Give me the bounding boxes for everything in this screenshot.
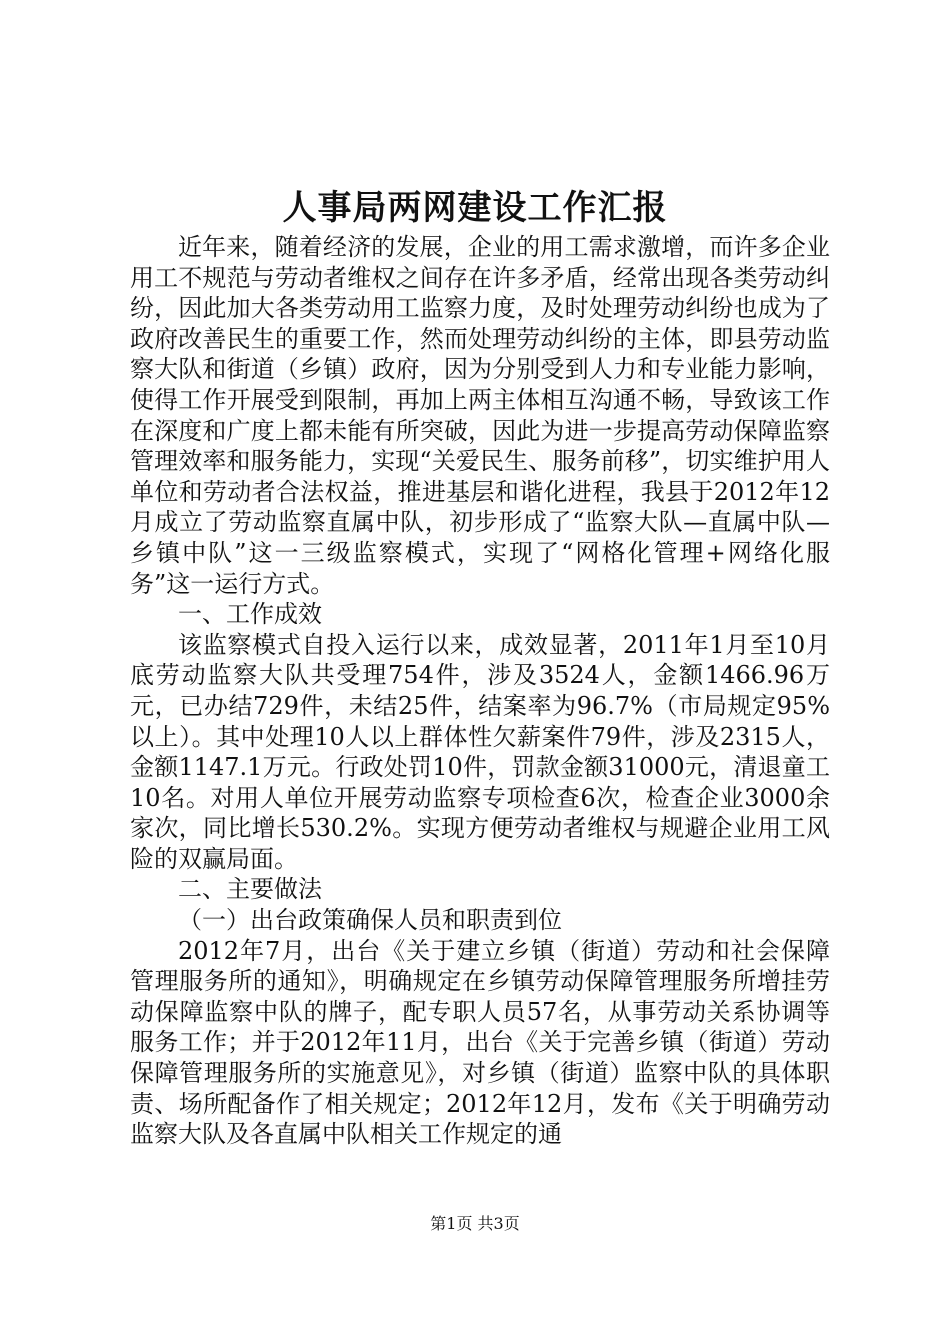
section-heading-results: 一、工作成效 (178, 600, 322, 629)
page-number-footer: 第1页 共3页 (430, 1214, 520, 1233)
section-heading-methods: 二、主要做法 (178, 875, 322, 904)
subsection-heading-policy: （一）出台政策确保人员和职责到位 (178, 906, 562, 935)
document-body (130, 232, 830, 1150)
paragraph-results: 该监察模式自投入运行以来，成效显著，2011年1月至10月底劳动监察大队共受理754件，涉及3524人，金额1466.96万元，已办结729件，未结25件，结案率为96.7%（市局规定95%以上）。其中处理10人以上群体性欠薪案件79件，涉及2315人，金额1147.1万元。行政处罚10件，罚款金额31000元，清退童工10名。对用人单位开展劳动监察专项检查6次，检查企业3000余家次，同比增长530.2%。实现方便劳动者维权与规避企业用工风险的双赢局面。 (130, 630, 830, 873)
paragraph-intro: 近年来，随着经济的发展，企业的用工需求激增，而许多企业用工不规范与劳动者维权之间存在许多矛盾，经常出现各类劳动纠纷，因此加大各类劳动用工监察力度，及时处理劳动纠纷也成为了政府改善民生的重要工作，然而处理劳动纠纷的主体，即县劳动监察大队和街道（乡镇）政府，因为分别受到人力和专业能力影响，使得工作开展受到限制，再加上两主体相互沟通不畅，导致该工作在深度和广度上都未能有所突破，因此为进一步提高劳动保障监察管理效率和服务能力，实现“关爱民生、服务前移”，切实维护用人单位和劳动者合法权益，推进基层和谐化进程，我县于2012年12月成立了劳动监察直属中队，初步形成了“监察大队—直属中队—乡镇中队”这一三级监察模式，实现了“网格化管理+网络化服务”这一运行方式。 (130, 233, 830, 598)
document-title: 人事局两网建设工作汇报 (282, 188, 668, 228)
paragraph-policy: 2012年7月，出台《关于建立乡镇（街道）劳动和社会保障管理服务所的通知》，明确规定在乡镇劳动保障管理服务所增挂劳动保障监察中队的牌子，配专职人员57名，从事劳动关系协调等服务工作；并于2012年11月，出台《关于完善乡镇（街道）劳动保障管理服务所的实施意见》，对乡镇（街道）监察中队的具体职责、场所配备作了相关规定；2012年12月，发布《关于明确劳动监察大队及各直属中队相关工作规定的通 (130, 936, 830, 1149)
